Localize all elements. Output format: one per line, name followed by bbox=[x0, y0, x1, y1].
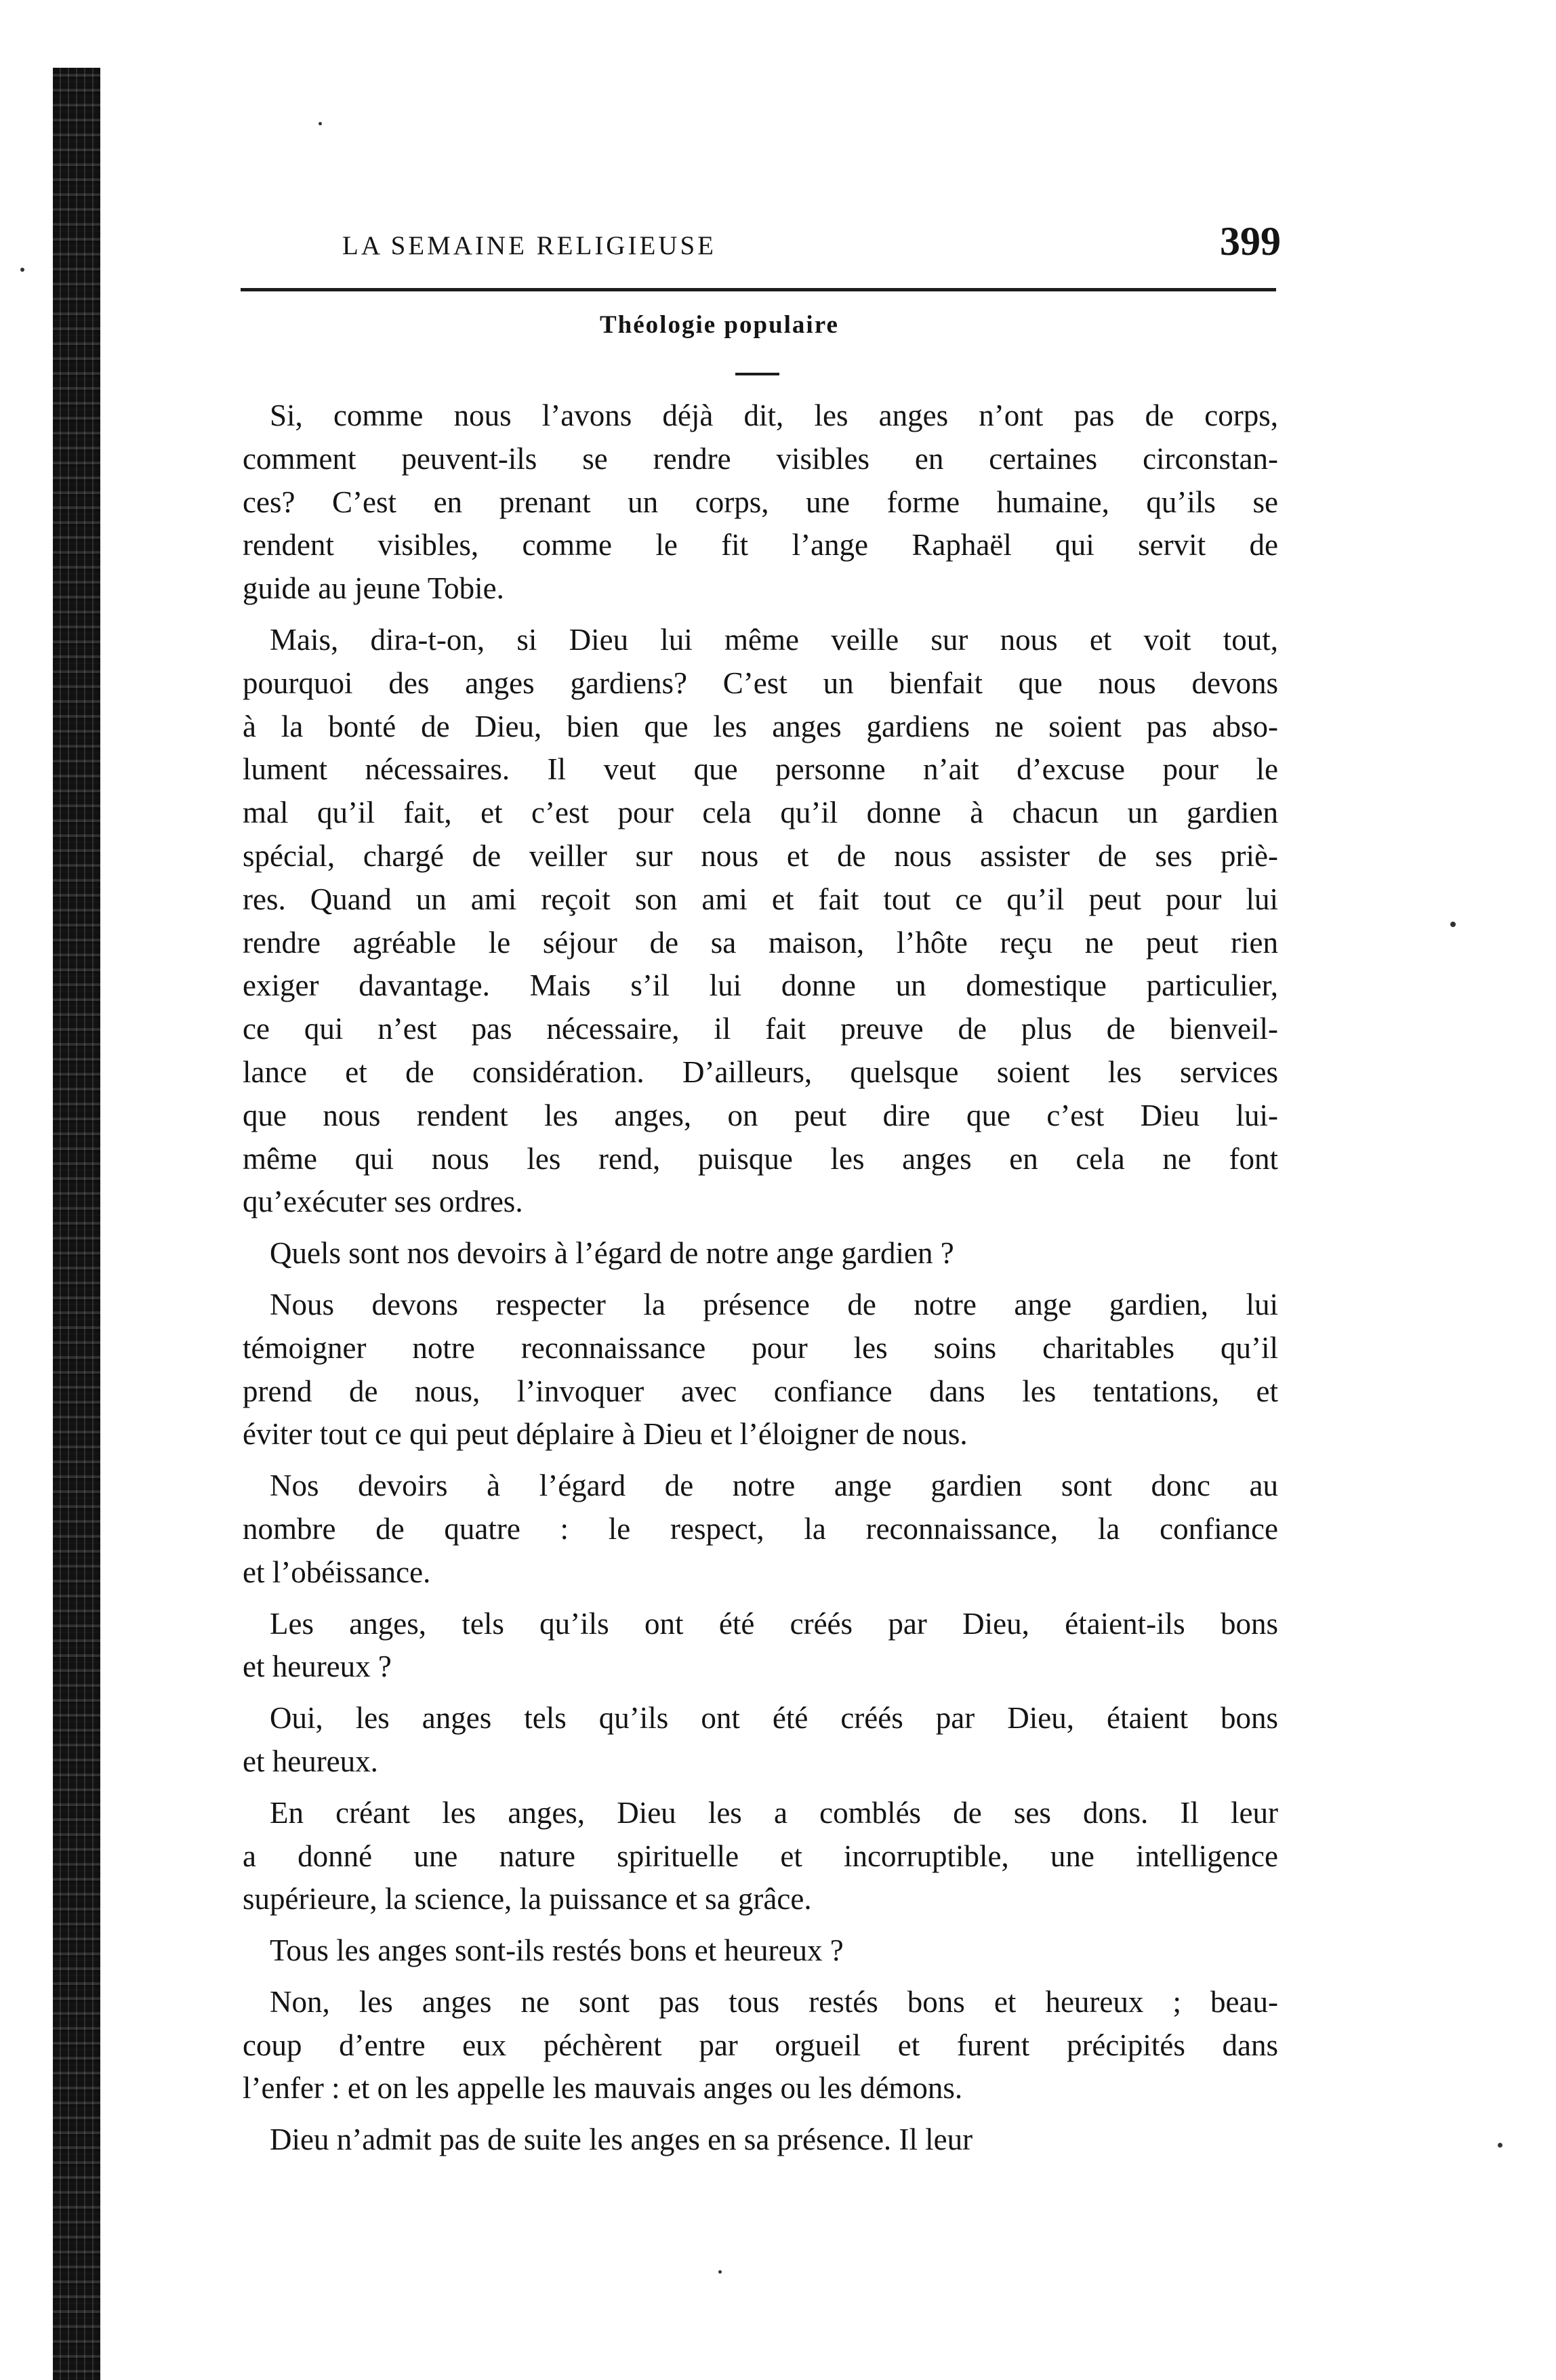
text-line: éviter tout ce qui peut déplaire à Dieu et l’éloigner de nous. bbox=[243, 1417, 968, 1452]
text-line: que nous rendent les anges, on peut dire que c’est Dieu lui- bbox=[243, 1098, 1278, 1132]
text-line: rendent visibles, comme le fit l’ange Raphaël qui servit de bbox=[243, 528, 1278, 562]
scan-speck bbox=[20, 268, 24, 272]
text-line: pourquoi des anges gardiens? C’est un bienfait que nous devons bbox=[243, 665, 1278, 700]
text-line: a donné une nature spirituelle et incorruptible, une intelligence bbox=[243, 1839, 1278, 1873]
running-title: LA SEMAINE RELIGIEUSE bbox=[342, 231, 716, 260]
header-rule bbox=[241, 288, 1276, 291]
text-line: et heureux. bbox=[243, 1744, 378, 1778]
text-line: lance et de considération. D’ailleurs, quelsque soient les services bbox=[243, 1054, 1278, 1089]
text-line: Tous les anges sont-ils restés bons et heureux ? bbox=[270, 1933, 844, 1968]
text-line: res. Quand un ami reçoit son ami et fait tout ce qu’il peut pour lui bbox=[243, 882, 1278, 916]
text-line: coup d’entre eux péchèrent par orgueil et furent précipités dans bbox=[243, 2028, 1278, 2062]
text-line: Nos devoirs à l’égard de notre ange gardien sont donc au bbox=[270, 1469, 1278, 1503]
text-line: qu’exécuter ses ordres. bbox=[243, 1185, 523, 1219]
section-title: Théologie populaire bbox=[600, 311, 839, 339]
text-line: témoigner notre reconnaissance pour les soins charitables qu’il bbox=[243, 1330, 1278, 1365]
book-binding-edge bbox=[53, 68, 100, 2380]
text-line: et l’obéissance. bbox=[243, 1555, 431, 1589]
text-line: même qui nous les rend, puisque les anges en cela ne font bbox=[243, 1141, 1278, 1176]
text-line: Nous devons respecter la présence de notre ange gardien, lui bbox=[270, 1287, 1278, 1321]
scan-speck bbox=[1450, 922, 1456, 927]
text-line: à la bonté de Dieu, bien que les anges gardiens ne soient pas abso- bbox=[243, 709, 1278, 743]
text-line: Si, comme nous l’avons déjà dit, les anges n’ont pas de corps, bbox=[270, 398, 1278, 432]
text-line: Oui, les anges tels qu’ils ont été créés par Dieu, étaient bons bbox=[270, 1701, 1278, 1736]
scan-speck bbox=[319, 122, 322, 125]
body-text bbox=[243, 394, 1278, 2162]
text-line: spécial, chargé de veiller sur nous et de nous assister de ses priè- bbox=[243, 838, 1278, 873]
text-line: mal qu’il fait, et c’est pour cela qu’il donne à chacun un gardien bbox=[243, 796, 1278, 830]
page-number: 399 bbox=[1220, 219, 1281, 264]
text-line: Quels sont nos devoirs à l’égard de notre ange gardien ? bbox=[270, 1236, 954, 1271]
text-line: supérieure, la science, la puissance et sa grâce. bbox=[243, 1882, 812, 1916]
text-line: comment peuvent-ils se rendre visibles en certaines circonstan- bbox=[243, 441, 1278, 476]
scan-speck bbox=[1498, 2143, 1502, 2148]
text-line: l’enfer : et on les appelle les mauvais anges ou les démons. bbox=[243, 2071, 963, 2106]
text-line: Dieu n’admit pas de suite les anges en sa présence. Il leur bbox=[270, 2122, 973, 2157]
title-dash bbox=[735, 373, 779, 375]
text-line: En créant les anges, Dieu les a comblés de ses dons. Il leur bbox=[270, 1795, 1278, 1830]
text-line: nombre de quatre : le respect, la reconnaissance, la confiance bbox=[243, 1511, 1278, 1546]
text-line: prend de nous, l’invoquer avec confiance dans les tentations, et bbox=[243, 1374, 1278, 1408]
text-line: Non, les anges ne sont pas tous restés bons et heureux ; beau- bbox=[270, 1984, 1278, 2019]
text-line: lument nécessaires. Il veut que personne n’ait d’excuse pour le bbox=[243, 752, 1278, 787]
scan-speck bbox=[718, 2270, 722, 2274]
text-line: Mais, dira-t-on, si Dieu lui même veille sur nous et voit tout, bbox=[270, 622, 1278, 657]
text-line: ces? C’est en prenant un corps, une forme humaine, qu’ils se bbox=[243, 485, 1278, 519]
text-line: Les anges, tels qu’ils ont été créés par Dieu, étaient-ils bons bbox=[270, 1606, 1278, 1641]
text-line: exiger davantage. Mais s’il lui donne un domestique particulier, bbox=[243, 968, 1278, 1003]
text-line: rendre agréable le séjour de sa maison, l’hôte reçu ne peut rien bbox=[243, 925, 1278, 960]
text-line: guide au jeune Tobie. bbox=[243, 571, 504, 606]
text-line: et heureux ? bbox=[243, 1649, 392, 1684]
text-line: ce qui n’est pas nécessaire, il fait preuve de plus de bienveil- bbox=[243, 1012, 1278, 1046]
